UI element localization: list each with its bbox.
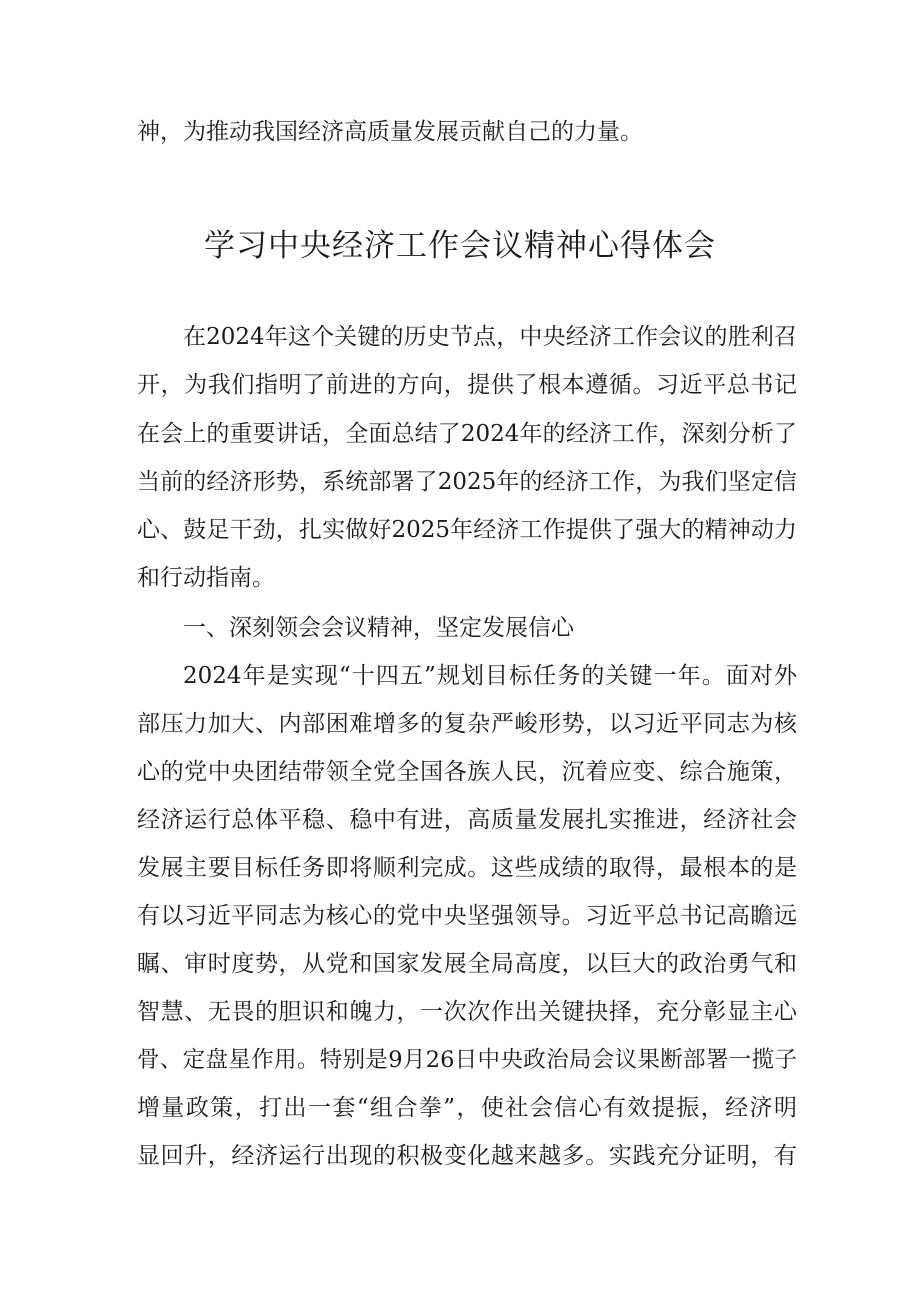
paragraph-line: 2024年是实现“十四五”规划目标任务的关键一年。面对外	[183, 663, 797, 689]
section-heading: 一、深刻领会会议精神，坚定发展信心	[183, 615, 574, 641]
paragraph-line: 经济运行总体平稳、稳中有进，高质量发展扎实推进，经济社会	[137, 807, 797, 833]
paragraph-line: 增量政策，打出一套“组合拳”，使社会信心有效提振，经济明	[137, 1095, 797, 1121]
paragraph-line: 和行动指南。	[137, 565, 275, 591]
page-title: 学习中央经济工作会议精神心得体会	[204, 228, 716, 264]
paragraph-line: 开，为我们指明了前进的方向，提供了根本遵循。习近平总书记	[137, 372, 797, 398]
paragraph-line: 骨、定盘星作用。特别是9月26日中央政治局会议果断部署一揽子	[137, 1047, 797, 1073]
paragraph-line: 有以习近平同志为核心的党中央坚强领导。习近平总书记高瞻远	[137, 903, 797, 929]
paragraph-line: 心、鼓足干劲，扎实做好2025年经济工作提供了强大的精神动力	[137, 517, 797, 543]
paragraph-line: 智慧、无畏的胆识和魄力，一次次作出关键抉择，充分彰显主心	[137, 999, 797, 1025]
paragraph-line: 当前的经济形势，系统部署了2025年的经济工作，为我们坚定信	[137, 469, 797, 495]
paragraph-line: 部压力加大、内部困难增多的复杂严峻形势，以习近平同志为核	[137, 711, 797, 737]
paragraph-line: 显回升，经济运行出现的积极变化越来越多。实践充分证明，有	[137, 1143, 797, 1169]
paragraph-line: 神，为推动我国经济高质量发展贡献自己的力量。	[137, 119, 643, 145]
paragraph-line: 在2024年这个关键的历史节点，中央经济工作会议的胜利召	[183, 324, 797, 350]
paragraph-line: 发展主要目标任务即将顺利完成。这些成绩的取得，最根本的是	[137, 855, 797, 881]
paragraph-line: 心的党中央团结带领全党全国各族人民，沉着应变、综合施策，	[137, 759, 797, 785]
paragraph-line: 瞩、审时度势，从党和国家发展全局高度，以巨大的政治勇气和	[137, 951, 797, 977]
paragraph-line: 在会上的重要讲话，全面总结了2024年的经济工作，深刻分析了	[137, 421, 797, 447]
